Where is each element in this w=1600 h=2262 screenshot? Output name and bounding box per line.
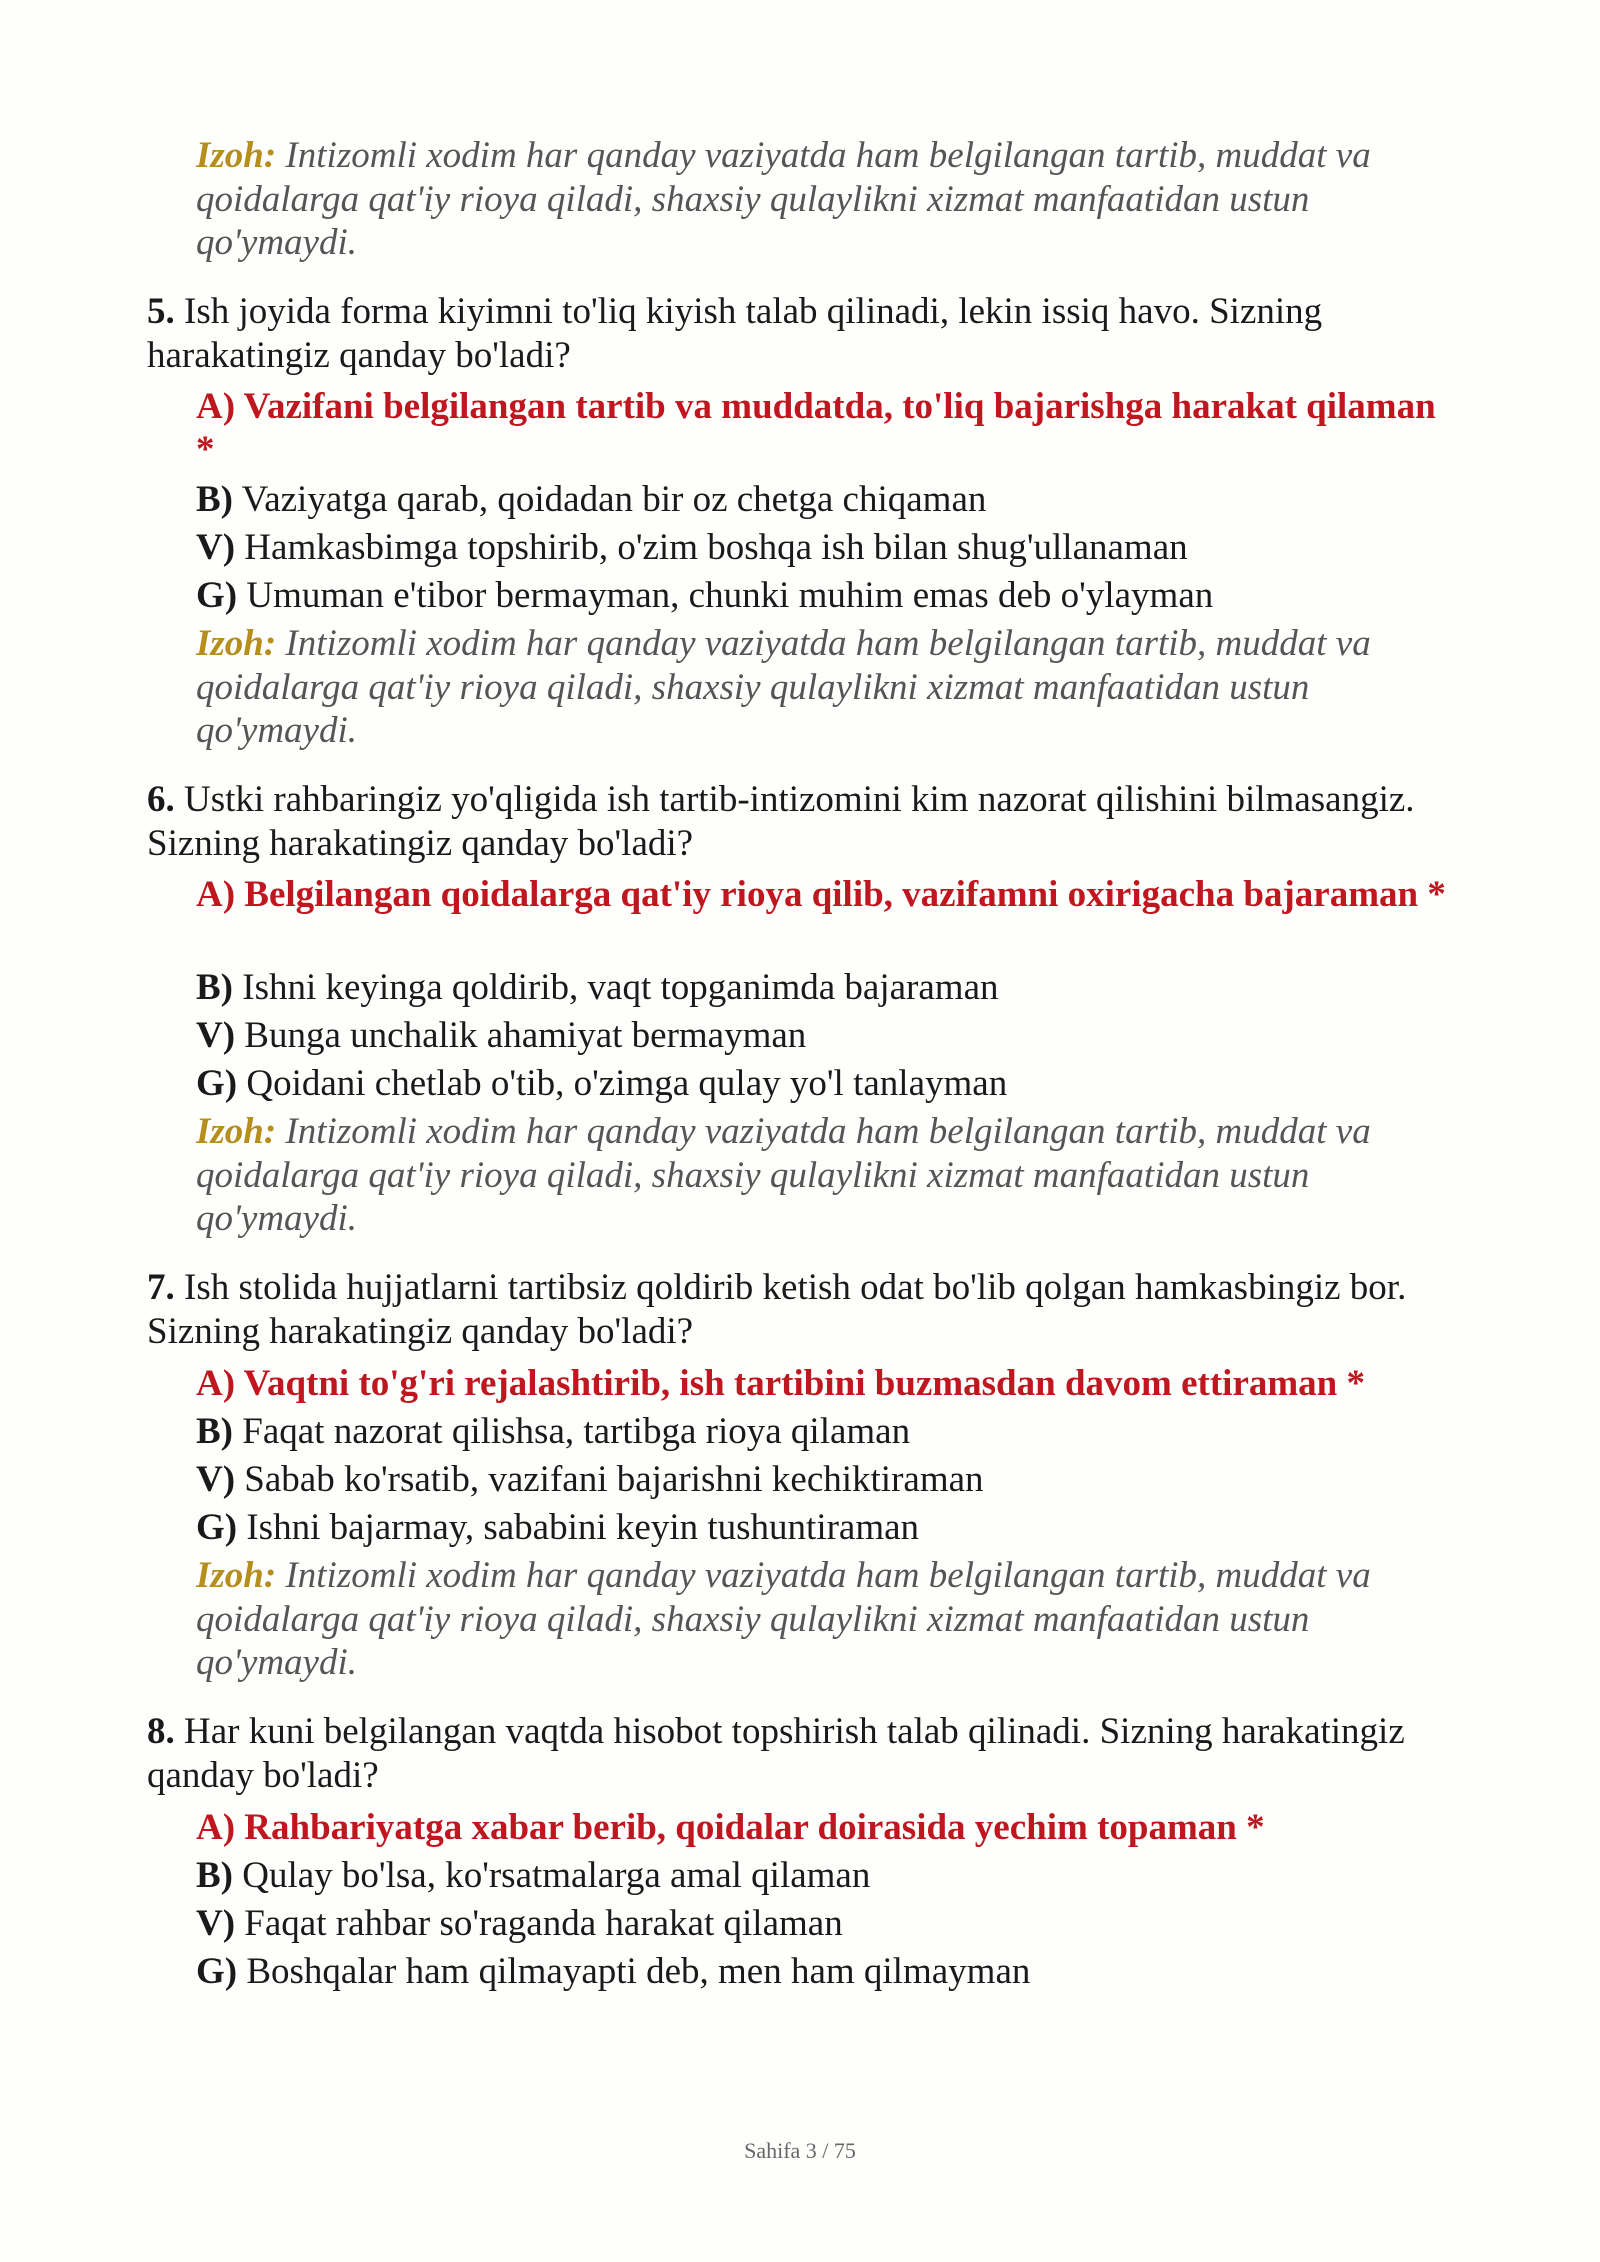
- option-letter: B): [196, 1855, 233, 1896]
- question-text: Ustki rahbaringiz yo'qligida ish tartib-intizomini kim nazorat qilishini bilmasangiz. Sizning harakatingiz qanday bo'ladi?: [147, 779, 1415, 864]
- explanation-label: Izoh:: [196, 135, 277, 176]
- option-text: Ishni keyinga qoldirib, vaqt topganimda bajaraman: [233, 967, 999, 1008]
- q8-option-a-correct: [196, 1806, 1446, 1849]
- page-number-footer: Sahifa 3 / 75: [744, 2138, 856, 2163]
- option-letter: V): [196, 527, 236, 568]
- option-text: Faqat rahbar so'raganda harakat qilaman: [235, 1903, 843, 1944]
- option-letter: G): [196, 1507, 238, 1548]
- option-text: Ishni bajarmay, sababini keyin tushuntiraman: [237, 1507, 920, 1548]
- option-letter: G): [196, 575, 238, 616]
- explanation-text: Intizomli xodim har qanday vaziyatda ham belgilangan tartib, muddat va qoidalarga qat'iy rioya qiladi, shaxsiy qulaylikni xizmat manfaatidan ustun qo'ymaydi.: [196, 623, 1371, 751]
- explanation-note: [196, 134, 1446, 265]
- q5-option-b: [196, 478, 1446, 521]
- question-7: [147, 1266, 1447, 1353]
- q6-explanation: [196, 1110, 1446, 1241]
- option-text: Boshqalar ham qilmayapti deb, men ham qilmayman: [237, 1951, 1031, 1992]
- question-6: [147, 778, 1447, 865]
- question-number: 8.: [147, 1711, 175, 1752]
- explanation-label: Izoh:: [196, 1555, 277, 1596]
- option-text: Qoidani chetlab o'tib, o'zimga qulay yo'l tanlayman: [237, 1063, 1008, 1104]
- question-text: Ish joyida forma kiyimni to'liq kiyish talab qilinadi, lekin issiq havo. Sizning harakatingiz qanday bo'ladi?: [147, 291, 1323, 376]
- q7-option-a-correct: [196, 1362, 1446, 1405]
- q5-option-a-correct: [196, 385, 1446, 471]
- option-text: Belgilangan qoidalarga qat'iy rioya qilib, vazifamni oxirigacha bajaraman *: [235, 874, 1446, 915]
- question-number: 7.: [147, 1267, 175, 1308]
- question-text: Har kuni belgilangan vaqtda hisobot topshirish talab qilinadi. Sizning harakatingiz qanday bo'ladi?: [147, 1711, 1405, 1796]
- q5-explanation: [196, 622, 1446, 753]
- q5-option-v: [196, 526, 1446, 569]
- q6-option-g: [196, 1062, 1446, 1105]
- option-letter: V): [196, 1015, 236, 1056]
- explanation-text: Intizomli xodim har qanday vaziyatda ham belgilangan tartib, muddat va qoidalarga qat'iy rioya qiladi, shaxsiy qulaylikni xizmat manfaatidan ustun qo'ymaydi.: [196, 1111, 1371, 1239]
- explanation-text: Intizomli xodim har qanday vaziyatda ham belgilangan tartib, muddat va qoidalarga qat'iy rioya qiladi, shaxsiy qulaylikni xizmat manfaatidan ustun qo'ymaydi.: [196, 135, 1371, 263]
- option-text: Qulay bo'lsa, ko'rsatmalarga amal qilaman: [233, 1855, 871, 1896]
- option-text: Vaqtni to'g'ri rejalashtirib, ish tartibini buzmasdan davom ettiraman *: [235, 1363, 1366, 1404]
- option-text: Faqat nazorat qilishsa, tartibga rioya qilaman: [233, 1411, 911, 1452]
- q6-option-v: [196, 1014, 1446, 1057]
- option-letter: A): [196, 1807, 236, 1848]
- option-text: Bunga unchalik ahamiyat bermayman: [235, 1015, 807, 1056]
- option-letter: V): [196, 1459, 236, 1500]
- explanation-label: Izoh:: [196, 623, 277, 664]
- option-text: Hamkasbimga topshirib, o'zim boshqa ish bilan shug'ullanaman: [235, 527, 1188, 568]
- option-text: Umuman e'tibor bermayman, chunki muhim emas deb o'ylayman: [237, 575, 1214, 616]
- option-text: Rahbariyatga xabar berib, qoidalar doirasida yechim topaman *: [235, 1807, 1265, 1848]
- q5-option-g: [196, 574, 1446, 617]
- option-text: Vaziyatga qarab, qoidadan bir oz chetga chiqaman: [233, 479, 987, 520]
- option-letter: V): [196, 1903, 236, 1944]
- option-letter: A): [196, 874, 236, 915]
- option-letter: B): [196, 1411, 233, 1452]
- q8-option-b: [196, 1854, 1446, 1897]
- q8-option-g: [196, 1950, 1446, 1993]
- q6-option-a-correct: [196, 873, 1446, 916]
- option-letter: G): [196, 1063, 238, 1104]
- explanation-text: Intizomli xodim har qanday vaziyatda ham belgilangan tartib, muddat va qoidalarga qat'iy rioya qiladi, shaxsiy qulaylikni xizmat manfaatidan ustun qo'ymaydi.: [196, 1555, 1371, 1683]
- explanation-label: Izoh:: [196, 1111, 277, 1152]
- q7-option-v: [196, 1458, 1446, 1501]
- q6-option-b: [196, 966, 1446, 1009]
- option-letter: B): [196, 967, 233, 1008]
- q7-option-g: [196, 1506, 1446, 1549]
- option-letter: B): [196, 479, 233, 520]
- question-text: Ish stolida hujjatlarni tartibsiz qoldirib ketish odat bo'lib qolgan hamkasbingiz bor. Sizning harakatingiz qanday bo'ladi?: [147, 1267, 1407, 1352]
- q8-option-v: [196, 1902, 1446, 1945]
- question-number: 5.: [147, 291, 175, 332]
- q7-explanation: [196, 1554, 1446, 1685]
- option-letter: A): [196, 1363, 236, 1404]
- question-number: 6.: [147, 779, 175, 820]
- option-letter: G): [196, 1951, 238, 1992]
- question-8: [147, 1710, 1447, 1797]
- option-text: Vazifani belgilangan tartib va muddatda, to'liq bajarishga harakat qilaman *: [196, 386, 1436, 470]
- option-text: Sabab ko'rsatib, vazifani bajarishni kechiktiraman: [235, 1459, 984, 1500]
- question-5: [147, 290, 1447, 377]
- option-letter: A): [196, 386, 236, 427]
- q7-option-b: [196, 1410, 1446, 1453]
